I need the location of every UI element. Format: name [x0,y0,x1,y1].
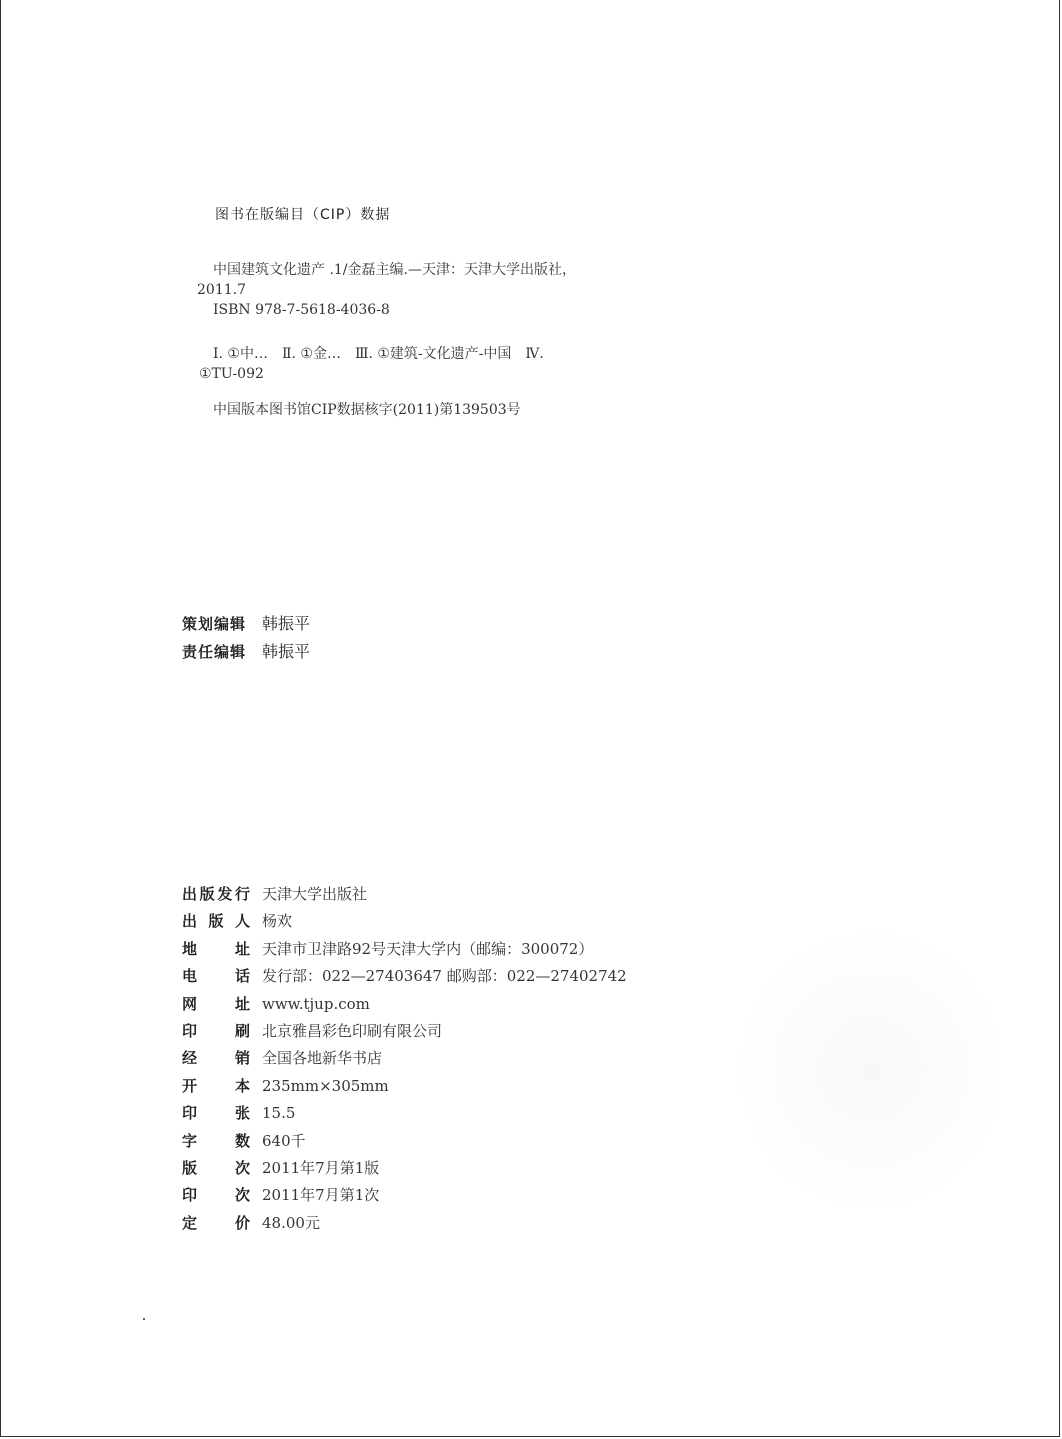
editor-row [182,612,310,640]
colophon-label-char: 发 [217,885,233,903]
colophon-label [182,1101,262,1128]
colophon-label-char: 版 [199,885,215,903]
colophon-value: 2011年7月第1次 [262,1186,380,1205]
colophon-row [182,882,627,909]
colophon-row [182,937,627,964]
colophon-label-char: 人 [234,912,250,931]
colophon-value: 天津大学出版社 [262,885,368,903]
colophon-label-char: 话 [234,967,250,986]
cip-entry [197,260,633,320]
cip-class-line2: ①TU-092 [199,366,264,382]
colophon-block [182,882,627,1238]
editor-value: 韩振平 [262,614,311,633]
colophon-value: www.tjup.com [262,994,370,1013]
cip-heading: 图书在版编目（CIP）数据 [215,207,391,223]
colophon-value: 天津市卫津路92号天津大学内（邮编：300072） [262,939,594,958]
colophon-value: 640千 [262,1131,306,1150]
cip-classification [199,344,633,384]
editor-value: 韩振平 [262,642,311,661]
colophon-row [182,909,627,936]
colophon-label-char: 址 [234,994,250,1013]
colophon-label-char: 地 [182,939,198,958]
colophon-row [182,1046,627,1073]
colophon-label-char: 版 [208,912,224,931]
colophon-label-char: 印 [182,1104,198,1123]
colophon-value: 北京雅昌彩色印刷有限公司 [262,1021,443,1040]
colophon-row [182,1156,627,1183]
colophon-label-char: 价 [234,1213,250,1232]
colophon-label-char: 张 [234,1104,250,1123]
colophon-label-char: 字 [182,1131,198,1150]
colophon-label-char: 刷 [234,1021,250,1040]
colophon-label-char: 版 [182,1158,198,1177]
colophon-label-char: 印 [182,1186,198,1205]
colophon-row [182,1129,627,1156]
colophon-label-char: 销 [234,1049,250,1068]
colophon-label [182,882,262,909]
colophon-value: 2011年7月第1版 [262,1158,380,1177]
colophon-label-char: 出 [182,912,198,931]
colophon-label-char: 出 [182,885,198,903]
colophon-row [182,1019,627,1046]
colophon-value: 235mm×305mm [262,1076,389,1095]
colophon-label [182,1074,262,1101]
colophon-value: 48.00元 [262,1213,320,1232]
colophon-label-char: 网 [182,994,198,1013]
colophon-value: 发行部：022—27403647 邮购部：022—27402742 [262,967,627,986]
colophon-row [182,964,627,991]
colophon-label [182,964,262,991]
colophon-value: 全国各地新华书店 [262,1049,383,1068]
editors-block [182,612,310,668]
colophon-row [182,1101,627,1128]
colophon-label-char: 次 [234,1186,250,1205]
colophon-label [182,1019,262,1046]
colophon-label-char: 址 [234,939,250,958]
colophon-label [182,909,262,936]
colophon-label [182,1046,262,1073]
colophon-label [182,992,262,1019]
colophon-label-char: 定 [182,1213,198,1232]
watermark [741,930,1001,1210]
editor-label: 策划编辑 [182,615,247,633]
stray-dot [143,1318,145,1320]
colophon-label [182,1156,262,1183]
colophon-label [182,1211,262,1238]
colophon-label-char: 次 [234,1158,250,1177]
editor-row [182,640,310,668]
colophon-label-char: 开 [182,1076,198,1095]
colophon-row [182,1183,627,1210]
colophon-value: 杨欢 [262,912,293,931]
colophon-label-char: 电 [182,967,198,986]
colophon-label [182,1183,262,1210]
cip-class-line1: Ⅰ. ①中… Ⅱ. ①金… Ⅲ. ①建筑-文化遗产-中国 Ⅳ. [213,346,544,362]
colophon-label-char: 行 [234,885,250,903]
cip-entry-line1: 中国建筑文化遗产 .1/金磊主编.—天津：天津大学出版社， [213,262,576,278]
colophon-label [182,937,262,964]
colophon-label-char: 本 [234,1076,250,1095]
colophon-label [182,1129,262,1156]
colophon-value: 15.5 [262,1104,296,1123]
cip-note: 中国版本图书馆CIP数据核字(2011)第139503号 [213,402,521,418]
editor-label: 责任编辑 [182,643,247,661]
colophon-label-char: 经 [182,1049,198,1068]
colophon-row [182,1074,627,1101]
colophon-row [182,1211,627,1238]
colophon-row [182,992,627,1019]
colophon-label-char: 数 [234,1131,250,1150]
cip-entry-line2: 2011.7 [197,282,246,298]
colophon-label-char: 印 [182,1021,198,1040]
cip-isbn: ISBN 978-7-5618-4036-8 [213,302,390,318]
